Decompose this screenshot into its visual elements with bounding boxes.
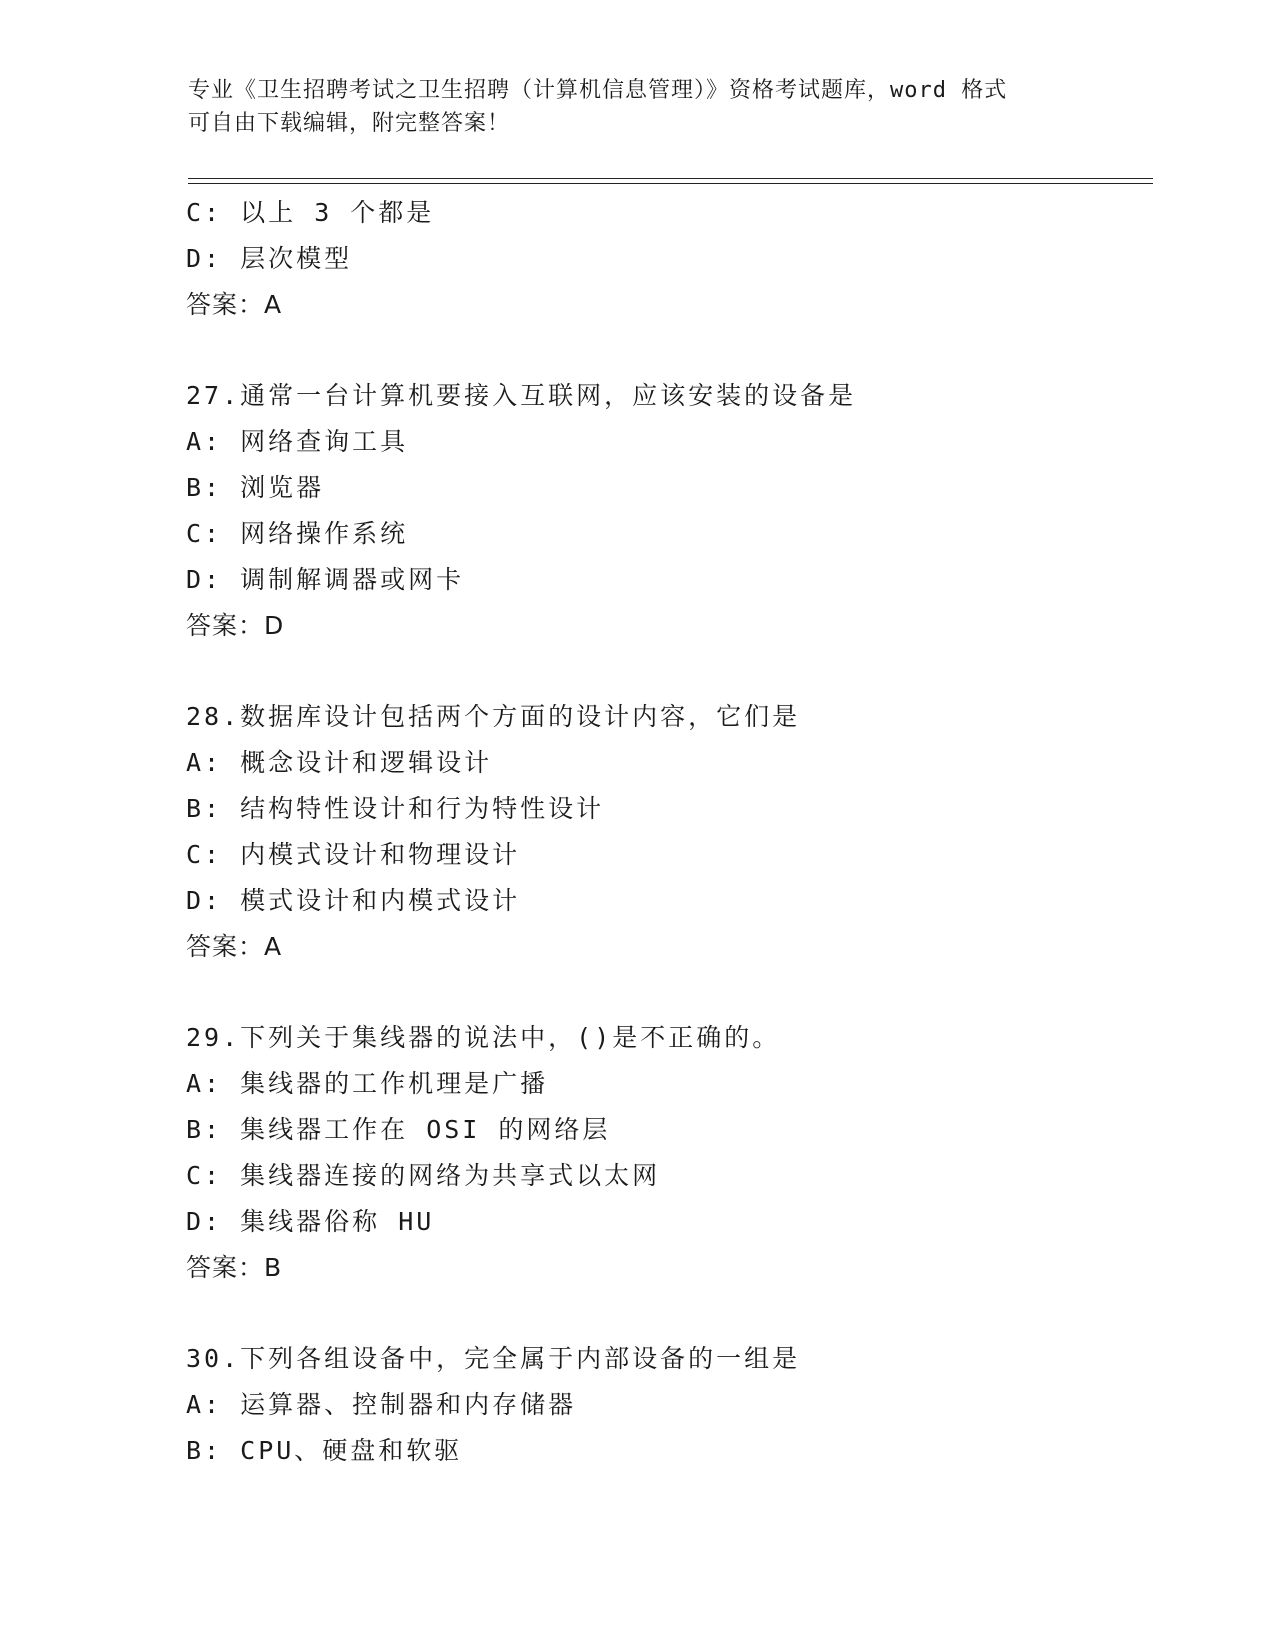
question-30: [186, 1336, 1146, 1474]
question-title: 29.下列关于集线器的说法中，()是不正确的。: [186, 1023, 781, 1052]
option-b: B: 结构特性设计和行为特性设计: [186, 794, 605, 823]
question-title: 27.通常一台计算机要接入互联网，应该安装的设备是: [186, 381, 857, 410]
option-c: C: 集线器连接的网络为共享式以太网: [186, 1161, 661, 1190]
option-a: A: 运算器、控制器和内存储器: [186, 1390, 577, 1419]
header-divider: [188, 178, 1153, 184]
answer-line: 答案：A: [186, 290, 283, 319]
option-d: D: 层次模型: [186, 244, 353, 273]
answer-line: 答案：D: [186, 611, 285, 640]
option-b: B: 集线器工作在 OSI 的网络层: [186, 1115, 611, 1144]
option-b: B: 浏览器: [186, 473, 325, 502]
question-27: [186, 373, 1146, 649]
option-c: C: 内模式设计和物理设计: [186, 840, 521, 869]
header-line-2: 可自由下载编辑，附完整答案！: [188, 111, 511, 136]
option-a: A: 网络查询工具: [186, 427, 409, 456]
question-title: 28.数据库设计包括两个方面的设计内容，它们是: [186, 702, 801, 731]
option-d: D: 调制解调器或网卡: [186, 565, 465, 594]
question-28: [186, 694, 1146, 970]
option-a: A: 概念设计和逻辑设计: [186, 748, 493, 777]
answer-line: 答案：B: [186, 1253, 283, 1282]
option-c: C: 网络操作系统: [186, 519, 409, 548]
question-title: 30.下列各组设备中，完全属于内部设备的一组是: [186, 1344, 801, 1373]
option-d: D: 集线器俗称 HU: [186, 1207, 435, 1236]
question-29: [186, 1015, 1146, 1291]
question-list: [186, 190, 1146, 1474]
option-d: D: 模式设计和内模式设计: [186, 886, 521, 915]
option-b: B: CPU、硬盘和软驱: [186, 1436, 463, 1465]
header-line-1: 专业《卫生招聘考试之卫生招聘（计算机信息管理）》资格考试题库，word 格式: [188, 78, 1008, 103]
question-fragment: [186, 190, 1146, 328]
answer-line: 答案：A: [186, 932, 283, 961]
option-a: A: 集线器的工作机理是广播: [186, 1069, 549, 1098]
document-header: [188, 74, 1088, 140]
option-c: C: 以上 3 个都是: [186, 198, 435, 227]
